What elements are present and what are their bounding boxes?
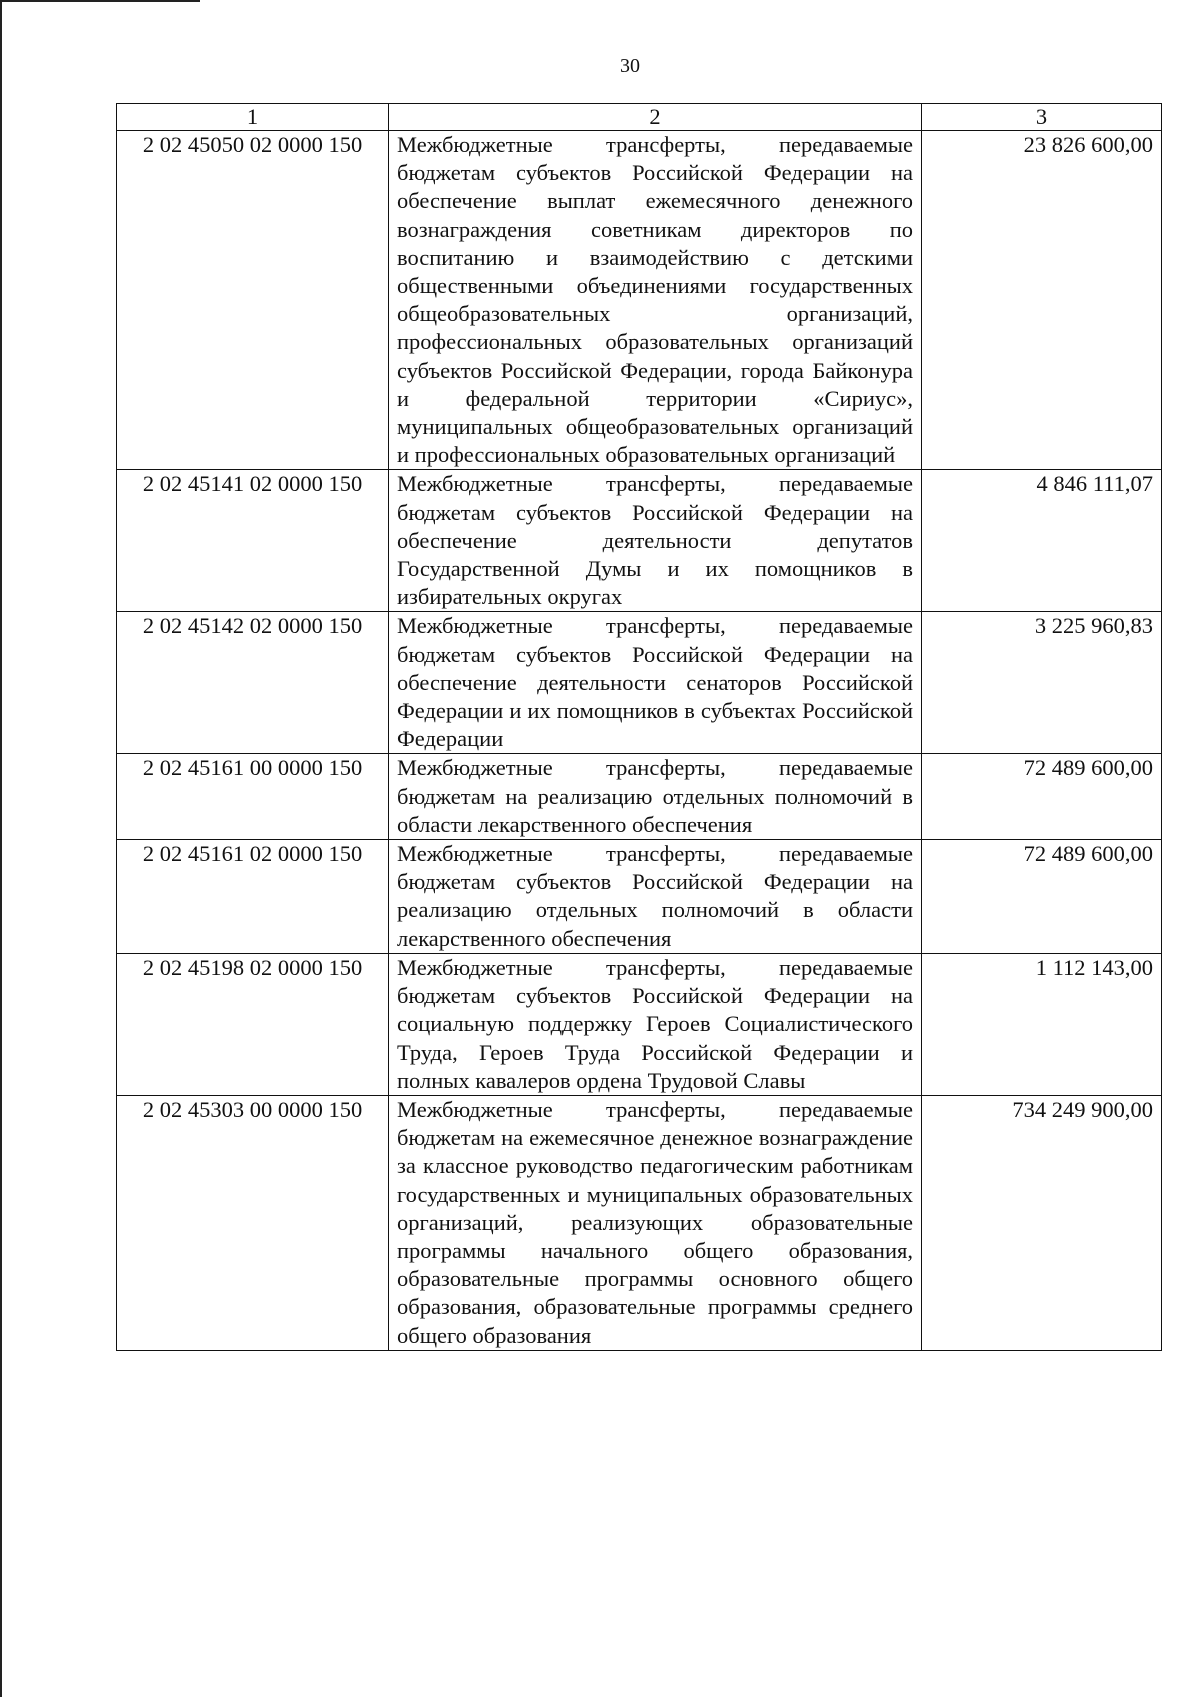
table-row bbox=[117, 470, 1162, 612]
table-row bbox=[117, 953, 1162, 1095]
column-header-amount: 3 bbox=[922, 104, 1162, 131]
budget-code: 2 02 45142 02 0000 150 bbox=[117, 612, 389, 754]
budget-amount: 4 846 111,07 bbox=[922, 470, 1162, 612]
table-row bbox=[117, 754, 1162, 840]
budget-code: 2 02 45198 02 0000 150 bbox=[117, 953, 389, 1095]
budget-table bbox=[116, 103, 1162, 1351]
budget-code: 2 02 45050 02 0000 150 bbox=[117, 131, 389, 470]
budget-description: Межбюджетные трансферты, передаваемые бюджетам на ежемесячное денежное вознаграждение за классное руководство педагогическим работникам государственных и муниципальных образовательных организаций, реализующих образовательные программы начального общего образования, образовательные программы основного общего образования, образовательные программы среднего общего образования bbox=[389, 1095, 922, 1350]
table-row bbox=[117, 840, 1162, 954]
budget-amount: 1 112 143,00 bbox=[922, 953, 1162, 1095]
table-row bbox=[117, 1095, 1162, 1350]
scan-edge-top bbox=[0, 0, 200, 2]
column-header-code: 1 bbox=[117, 104, 389, 131]
table-row bbox=[117, 131, 1162, 470]
budget-code: 2 02 45161 02 0000 150 bbox=[117, 840, 389, 954]
budget-code: 2 02 45161 00 0000 150 bbox=[117, 754, 389, 840]
table-header-row bbox=[117, 104, 1162, 131]
budget-description: Межбюджетные трансферты, передаваемые бюджетам субъектов Российской Федерации на реализацию отдельных полномочий в области лекарственного обеспечения bbox=[389, 840, 922, 954]
budget-description: Межбюджетные трансферты, передаваемые бюджетам на реализацию отдельных полномочий в области лекарственного обеспечения bbox=[389, 754, 922, 840]
column-header-description: 2 bbox=[389, 104, 922, 131]
budget-description: Межбюджетные трансферты, передаваемые бюджетам субъектов Российской Федерации на социальную поддержку Героев Социалистического Труда, Героев Труда Российской Федерации и полных кавалеров ордена Трудовой Славы bbox=[389, 953, 922, 1095]
budget-amount: 23 826 600,00 bbox=[922, 131, 1162, 470]
page-number: 30 bbox=[620, 55, 640, 77]
scan-edge-left bbox=[0, 0, 2, 1697]
table-row bbox=[117, 612, 1162, 754]
budget-code: 2 02 45303 00 0000 150 bbox=[117, 1095, 389, 1350]
budget-amount: 3 225 960,83 bbox=[922, 612, 1162, 754]
budget-amount: 72 489 600,00 bbox=[922, 754, 1162, 840]
budget-description: Межбюджетные трансферты, передаваемые бюджетам субъектов Российской Федерации на обеспечение деятельности сенаторов Российской Федерации и их помощников в субъектах Российской Федерации bbox=[389, 612, 922, 754]
budget-amount: 72 489 600,00 bbox=[922, 840, 1162, 954]
budget-code: 2 02 45141 02 0000 150 bbox=[117, 470, 389, 612]
budget-description: Межбюджетные трансферты, передаваемые бюджетам субъектов Российской Федерации на обеспечение выплат ежемесячного денежного вознаграждения советникам директоров по воспитанию и взаимодействию с детскими общественными объединениями государственных общеобразовательных организаций, профессиональных образовательных организаций субъектов Российской Федерации, города Байконура и федеральной территории «Сириус», муниципальных общеобразовательных организаций и профессиональных образовательных организаций bbox=[389, 131, 922, 470]
budget-description: Межбюджетные трансферты, передаваемые бюджетам субъектов Российской Федерации на обеспечение деятельности депутатов Государственной Думы и их помощников в избирательных округах bbox=[389, 470, 922, 612]
budget-amount: 734 249 900,00 bbox=[922, 1095, 1162, 1350]
